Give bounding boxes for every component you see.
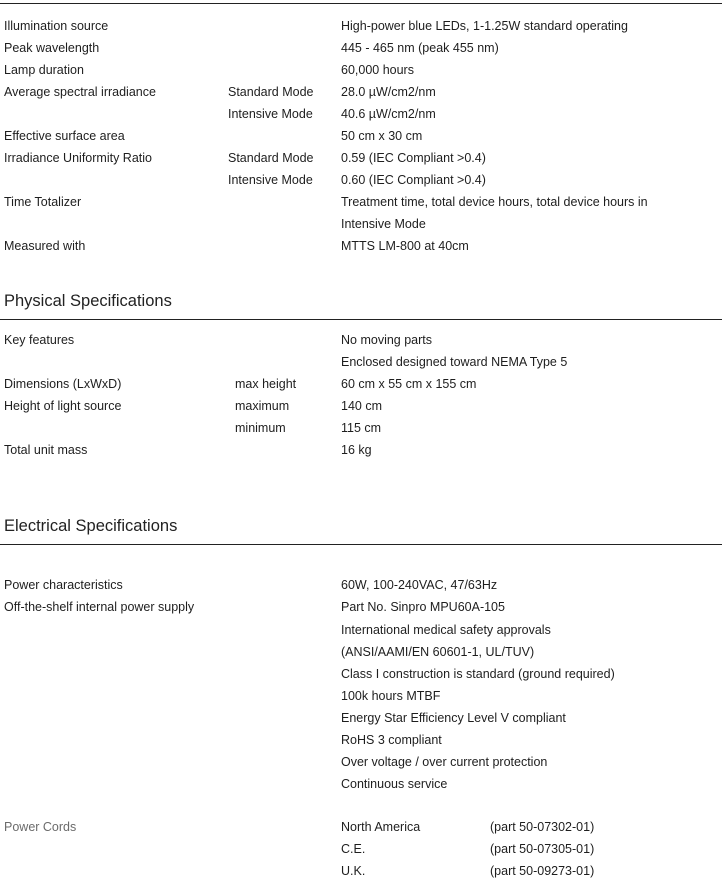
- spec-row: [0, 731, 728, 749]
- electrical-section-title: Electrical Specifications: [4, 517, 178, 535]
- spec-row: [0, 753, 728, 771]
- spec-row: [0, 39, 728, 57]
- spec-label: Height of light source: [4, 399, 122, 413]
- spec-row: [0, 105, 728, 123]
- spec-mode: maximum: [235, 399, 290, 413]
- spec-value: RoHS 3 compliant: [341, 733, 442, 747]
- spec-value: International medical safety approvals: [341, 623, 551, 637]
- spec-row: [0, 17, 728, 35]
- spec-value: (ANSI/AAMI/EN 60601-1, UL/TUV): [341, 645, 535, 659]
- spec-row: [0, 375, 728, 393]
- spec-label: Time Totalizer: [4, 195, 82, 209]
- spec-mode: Intensive Mode: [228, 107, 313, 121]
- spec-label: Power characteristics: [4, 578, 123, 592]
- spec-row: [0, 687, 728, 705]
- spec-row: [0, 127, 728, 145]
- spec-value: 100k hours MTBF: [341, 689, 441, 703]
- power-cord-row: [0, 840, 728, 858]
- physical-section-title: Physical Specifications: [4, 292, 172, 310]
- spec-label: Off-the-shelf internal power supply: [4, 600, 195, 614]
- spec-label: Key features: [4, 333, 75, 347]
- spec-mode: Standard Mode: [228, 151, 314, 165]
- spec-row: [0, 331, 728, 349]
- spec-value: 0.60 (IEC Compliant >0.4): [341, 173, 486, 187]
- cord-part-number: (part 50-07302-01): [490, 820, 595, 834]
- top-divider: [0, 3, 722, 4]
- cord-region: U.K.: [341, 864, 366, 878]
- spec-row: [0, 621, 728, 639]
- spec-value: 28.0 µW/cm2/nm: [341, 85, 436, 99]
- spec-label: Peak wavelength: [4, 41, 100, 55]
- spec-value: No moving parts: [341, 333, 433, 347]
- spec-row: [0, 397, 728, 415]
- spec-row: [0, 665, 728, 683]
- power-cords-label: Power Cords: [4, 820, 77, 834]
- spec-row: [0, 775, 728, 793]
- spec-value: Part No. Sinpro MPU60A-105: [341, 600, 505, 614]
- spec-label: Total unit mass: [4, 443, 88, 457]
- spec-label: Average spectral irradiance: [4, 85, 156, 99]
- spec-row: [0, 83, 728, 101]
- spec-value: High-power blue LEDs, 1-1.25W standard operating: [341, 19, 628, 33]
- spec-row: [0, 576, 728, 594]
- spec-row: [0, 149, 728, 167]
- spec-value: 60W, 100-240VAC, 47/63Hz: [341, 578, 498, 592]
- spec-value: 445 - 465 nm (peak 455 nm): [341, 41, 499, 55]
- spec-label: Lamp duration: [4, 63, 84, 77]
- spec-row: [0, 419, 728, 437]
- cord-region: North America: [341, 820, 421, 834]
- spec-row: [0, 61, 728, 79]
- spec-mode: Intensive Mode: [228, 173, 313, 187]
- spec-value: 60 cm x 55 cm x 155 cm: [341, 377, 477, 391]
- spec-row: [0, 237, 728, 255]
- cord-part-number: (part 50-07305-01): [490, 842, 595, 856]
- spec-value: Intensive Mode: [341, 217, 426, 231]
- spec-value: 16 kg: [341, 443, 372, 457]
- power-cord-row: [0, 818, 728, 836]
- spec-row: [0, 193, 728, 211]
- physical-divider: [0, 319, 722, 320]
- spec-value: MTTS LM-800 at 40cm: [341, 239, 469, 253]
- spec-mode: max height: [235, 377, 297, 391]
- spec-label: Irradiance Uniformity Ratio: [4, 151, 152, 165]
- spec-value: 115 cm: [341, 421, 382, 435]
- cord-part-number: (part 50-09273-01): [490, 864, 595, 878]
- spec-label: Illumination source: [4, 19, 109, 33]
- spec-row: [0, 598, 728, 616]
- spec-value: Continuous service: [341, 777, 448, 791]
- spec-value: 40.6 µW/cm2/nm: [341, 107, 436, 121]
- spec-value: 0.59 (IEC Compliant >0.4): [341, 151, 486, 165]
- spec-value: Class I construction is standard (ground required): [341, 667, 615, 681]
- spec-row: [0, 441, 728, 459]
- spec-label: Dimensions (LxWxD): [4, 377, 122, 391]
- spec-value: Treatment time, total device hours, total device hours in: [341, 195, 648, 209]
- spec-row: [0, 171, 728, 189]
- cord-region: C.E.: [341, 842, 366, 856]
- spec-value: 140 cm: [341, 399, 382, 413]
- spec-mode: minimum: [235, 421, 286, 435]
- power-cord-row: [0, 862, 728, 880]
- spec-mode: Standard Mode: [228, 85, 314, 99]
- electrical-divider: [0, 544, 722, 545]
- spec-value: 50 cm x 30 cm: [341, 129, 423, 143]
- spec-label: Effective surface area: [4, 129, 125, 143]
- spec-row: [0, 709, 728, 727]
- spec-value: Energy Star Efficiency Level V compliant: [341, 711, 566, 725]
- spec-label: Measured with: [4, 239, 86, 253]
- spec-row: [0, 215, 728, 233]
- spec-value: Enclosed designed toward NEMA Type 5: [341, 355, 568, 369]
- spec-value: 60,000 hours: [341, 63, 414, 77]
- spec-row: [0, 643, 728, 661]
- spec-row: [0, 353, 728, 371]
- spec-value: Over voltage / over current protection: [341, 755, 548, 769]
